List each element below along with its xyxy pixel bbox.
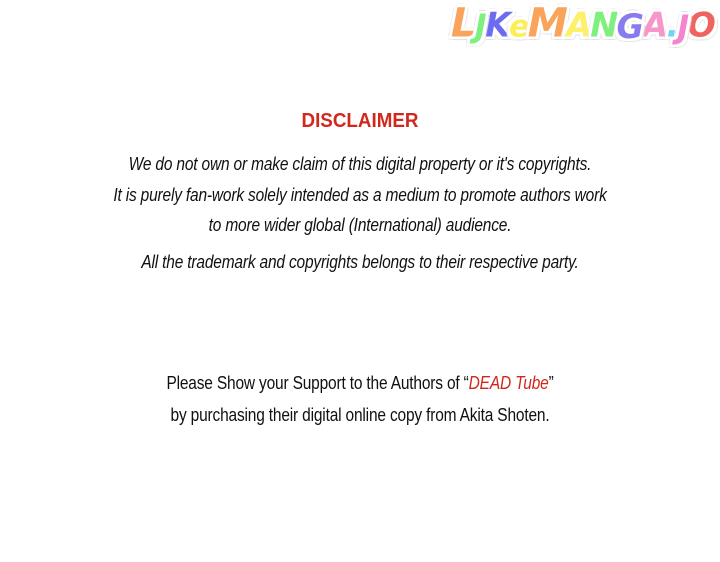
logo-letter: . <box>666 5 678 45</box>
logo-letter: A <box>642 5 667 45</box>
logo-letter: A <box>566 5 591 45</box>
logo-letter: J <box>474 9 485 46</box>
logo-letter: K <box>484 5 510 45</box>
logo-letter: M <box>527 0 567 47</box>
site-logo <box>450 0 714 47</box>
support-line: by purchasing their digital online copy from Akita Shoten. <box>170 405 550 425</box>
logo-letter: N <box>590 5 617 45</box>
disclaimer-line: We do not own or make claim of this digital property or it's copyrights. <box>128 154 592 174</box>
book-title: DEAD Tube <box>468 373 549 393</box>
support-line-suffix: ” <box>548 373 554 393</box>
support-line-prefix: Please Show your Support to the Authors of “ <box>166 373 469 393</box>
logo-letter: L <box>450 0 475 47</box>
disclaimer-title: DISCLAIMER <box>301 110 419 132</box>
support-line <box>50 373 669 394</box>
logo-letter: O <box>687 5 714 45</box>
disclaimer-line: All the trademark and copyrights belongs to their respective party. <box>141 252 579 272</box>
logo-letter: G <box>616 7 643 47</box>
logo-letter: e <box>509 9 528 45</box>
disclaimer-line: to more wider global (International) audience. <box>208 215 512 235</box>
disclaimer-line: It is purely fan-work solely intended as a medium to promote authors work <box>113 185 607 205</box>
logo-letter: J <box>677 9 688 47</box>
